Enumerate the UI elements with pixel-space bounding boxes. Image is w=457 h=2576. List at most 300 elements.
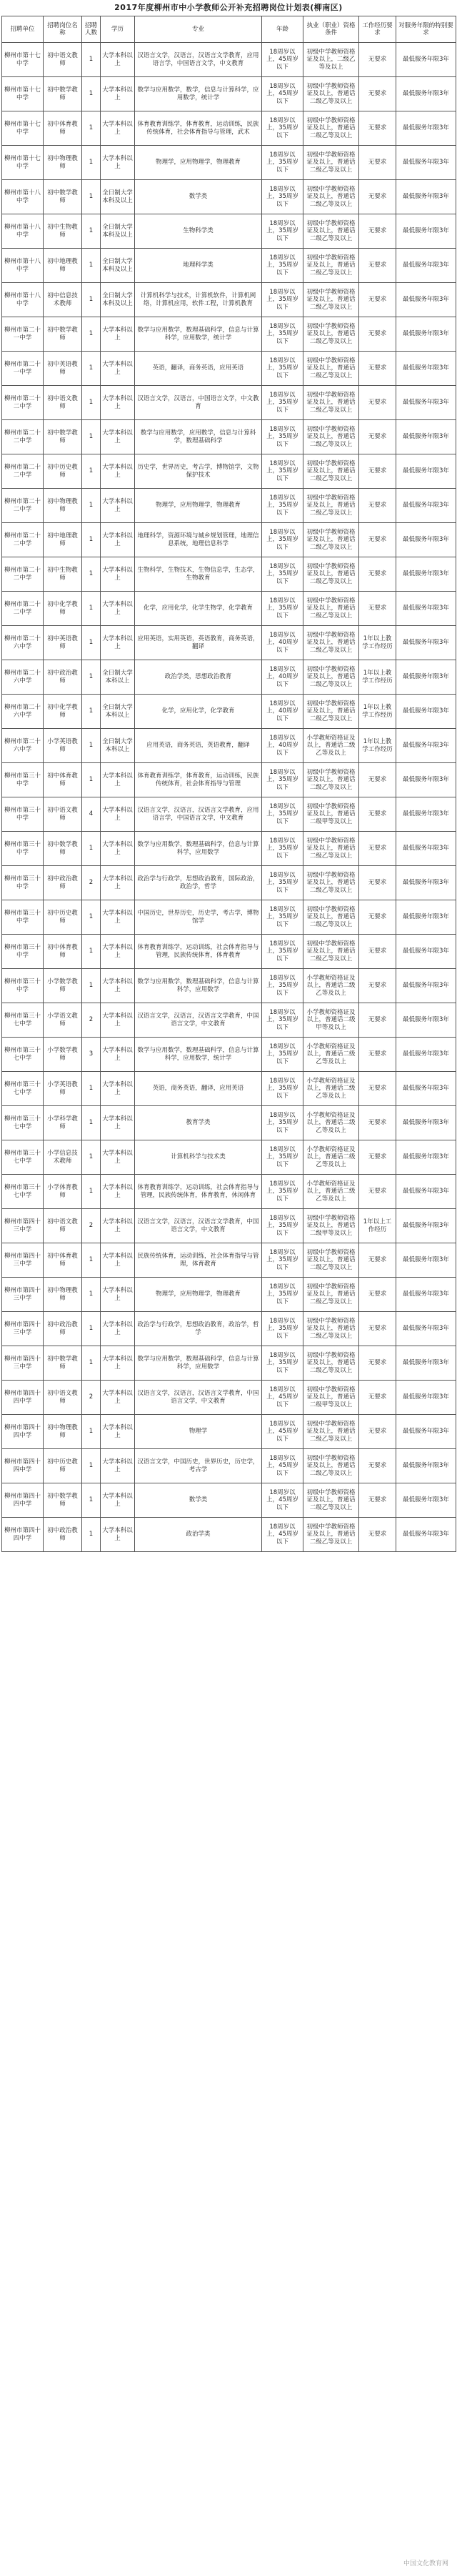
cell-count: 1 [82, 763, 101, 797]
cell-education: 大学本科以上 [101, 420, 135, 454]
cell-age: 18周岁以上，35周岁以下 [262, 317, 303, 352]
cell-service: 最低服务年限3年 [396, 1003, 456, 1038]
cell-service: 最低服务年限3年 [396, 660, 456, 695]
table-row [2, 1209, 456, 1243]
cell-count: 1 [82, 1140, 101, 1175]
cell-age: 18周岁以上，45周岁以下 [262, 1518, 303, 1552]
cell-unit: 柳州市第四十四中学 [2, 1518, 44, 1552]
cell-experience: 无要求 [359, 180, 396, 214]
cell-age: 18周岁以上，35周岁以下 [262, 797, 303, 832]
cell-service: 最低服务年限3年 [396, 1175, 456, 1209]
cell-unit: 柳州市第二十二中学 [2, 489, 44, 523]
cell-position: 初中历史教师 [44, 1449, 82, 1483]
cell-position: 初中体育教师 [44, 1243, 82, 1278]
cell-major: 化学，应用化学，化学教育 [135, 695, 262, 729]
cell-service: 最低服务年限3年 [396, 1449, 456, 1483]
cell-education: 大学本科以上 [101, 900, 135, 935]
table-body [2, 43, 456, 1552]
cell-age: 18周岁以上，40周岁以下 [262, 695, 303, 729]
cell-education: 全日制大学本科及以上 [101, 249, 135, 283]
cell-unit: 柳州市第三十七中学 [2, 1003, 44, 1038]
cell-unit: 柳州市第三十七中学 [2, 1038, 44, 1072]
cell-education: 大学本科以上 [101, 77, 135, 111]
cell-count: 1 [82, 695, 101, 729]
header-education: 学历 [101, 16, 135, 43]
cell-service: 最低服务年限3年 [396, 695, 456, 729]
cell-position: 初中化学教师 [44, 695, 82, 729]
cell-experience: 无要求 [359, 1449, 396, 1483]
cell-major: 地理科学，资源环境与城乡规划管理，地理信息系统，地理信息科学 [135, 523, 262, 557]
cell-service: 最低服务年限3年 [396, 729, 456, 763]
cell-experience: 无要求 [359, 1518, 396, 1552]
table-row [2, 1140, 456, 1175]
cell-position: 初中语文教师 [44, 43, 82, 77]
cell-position: 初中数学教师 [44, 1346, 82, 1381]
cell-service: 最低服务年限3年 [396, 146, 456, 180]
cell-unit: 柳州市第三十中学 [2, 935, 44, 969]
cell-education: 大学本科以上 [101, 969, 135, 1003]
cell-position: 初中数学教师 [44, 832, 82, 866]
cell-service: 最低服务年限3年 [396, 420, 456, 454]
cell-major: 体育教育训练学，体育教育，运动训练，民族传统体育，社会体育指导与管理 [135, 763, 262, 797]
cell-cert: 小学教师资格证及以上，普通话二级乙等及以上 [303, 729, 359, 763]
cell-major: 数学与应用数学，数学，信息与计算科学，应用数学，统计学 [135, 77, 262, 111]
cell-position: 小学科学教师 [44, 1106, 82, 1140]
cell-cert: 初级中学教师资格证及以上，普通话二级乙等及以上 [303, 1278, 359, 1312]
cell-position: 初中物理教师 [44, 1415, 82, 1449]
cell-position: 初中数学教师 [44, 180, 82, 214]
table-row [2, 1106, 456, 1140]
cell-service: 最低服务年限3年 [396, 1483, 456, 1518]
cell-position: 初中政治教师 [44, 866, 82, 900]
cell-major: 物理学 [135, 1415, 262, 1449]
cell-position: 初中体育教师 [44, 763, 82, 797]
table-row [2, 77, 456, 111]
cell-experience: 无要求 [359, 557, 396, 592]
cell-position: 小学英语教师 [44, 1072, 82, 1106]
cell-position: 初中信息技术教师 [44, 283, 82, 317]
cell-major: 计算机科学与技术类 [135, 1140, 262, 1175]
cell-service: 最低服务年限3年 [396, 489, 456, 523]
cell-education: 大学本科以上 [101, 1003, 135, 1038]
cell-unit: 柳州市第十七中学 [2, 77, 44, 111]
cell-count: 1 [82, 352, 101, 386]
cell-age: 18周岁以上，35周岁以下 [262, 523, 303, 557]
cell-cert: 初级中学教师资格证及以上，普通话二级乙等及以上 [303, 900, 359, 935]
cell-unit: 柳州市第三十中学 [2, 763, 44, 797]
cell-experience: 无要求 [359, 146, 396, 180]
cell-unit: 柳州市第三十七中学 [2, 1175, 44, 1209]
cell-service: 最低服务年限3年 [396, 1518, 456, 1552]
cell-count: 1 [82, 1106, 101, 1140]
cell-position: 初中地理教师 [44, 523, 82, 557]
cell-service: 最低服务年限3年 [396, 1106, 456, 1140]
cell-position: 初中体育教师 [44, 935, 82, 969]
cell-major: 体育教育训练学，体育教育，运动训练，民族传统体育，社会体育指导与管理，武术 [135, 111, 262, 146]
cell-position: 初中语文教师 [44, 1209, 82, 1243]
header-major: 专业 [135, 16, 262, 43]
cell-position: 初中语文教师 [44, 386, 82, 420]
cell-age: 18周岁以上，35周岁以下 [262, 214, 303, 249]
cell-experience: 无要求 [359, 386, 396, 420]
cell-count: 1 [82, 523, 101, 557]
cell-count: 1 [82, 454, 101, 489]
cell-experience: 无要求 [359, 1243, 396, 1278]
cell-education: 大学本科以上 [101, 763, 135, 797]
table-row [2, 1518, 456, 1552]
cell-major: 政治学类，思想政治教育 [135, 660, 262, 695]
cell-cert: 初级中学教师资格证及以上，普通话二级乙等及以上 [303, 832, 359, 866]
cell-count: 1 [82, 1449, 101, 1483]
header-position: 招聘岗位名称 [44, 16, 82, 43]
cell-service: 最低服务年限3年 [396, 283, 456, 317]
cell-count: 1 [82, 1346, 101, 1381]
cell-age: 18周岁以上，45周岁以下 [262, 1381, 303, 1415]
cell-major: 数学与应用数学，数理基础科学，信息与计算科学，应用数学 [135, 969, 262, 1003]
cell-education: 全日制大学本科以上 [101, 695, 135, 729]
cell-age: 18周岁以上，45周岁以下 [262, 1449, 303, 1483]
cell-service: 最低服务年限3年 [396, 454, 456, 489]
page-title: 2017年度柳州市中小学教师公开补充招聘岗位计划表(柳南区) [114, 3, 343, 12]
cell-major: 计算机科学与技术，计算机软件，计算机网络，计算机应用，软件工程，计算机教育 [135, 283, 262, 317]
cell-education: 大学本科以上 [101, 626, 135, 660]
cell-major: 英语，商务英语，翻译，应用英语 [135, 1072, 262, 1106]
cell-unit: 柳州市第三十中学 [2, 900, 44, 935]
cell-cert: 初级中学教师资格证及以上，二级乙等及以上 [303, 43, 359, 77]
cell-age: 18周岁以上，35周岁以下 [262, 283, 303, 317]
cell-count: 1 [82, 180, 101, 214]
cell-cert: 初级中学教师资格证及以上，普通话二级乙等及以上 [303, 489, 359, 523]
cell-major: 数学与应用数学，数理基础科学，信息与计算科学，应用数学 [135, 1346, 262, 1381]
cell-education: 大学本科以上 [101, 1415, 135, 1449]
table-row [2, 1483, 456, 1518]
cell-age: 18周岁以上，45周岁以下 [262, 43, 303, 77]
cell-major: 汉语言文学，汉语言，汉语言文学教育，中国语言文学，中文教育 [135, 1381, 262, 1415]
cell-major: 化学，应用化学，化学生物学，化学教育 [135, 592, 262, 626]
cell-unit: 柳州市第四十四中学 [2, 1483, 44, 1518]
cell-experience: 1年以上教学工作经历 [359, 729, 396, 763]
cell-cert: 初级中学教师资格证及以上，普通话二级乙等及以上 [303, 352, 359, 386]
cell-major: 物理学，应用物理学，物理教育 [135, 489, 262, 523]
cell-unit: 柳州市第十八中学 [2, 283, 44, 317]
cell-cert: 初级中学教师资格证及以上，普通话二级乙等及以上 [303, 626, 359, 660]
cell-count: 1 [82, 420, 101, 454]
cell-experience: 无要求 [359, 43, 396, 77]
cell-unit: 柳州市第四十四中学 [2, 1449, 44, 1483]
cell-position: 初中英语教师 [44, 626, 82, 660]
cell-count: 1 [82, 1175, 101, 1209]
cell-unit: 柳州市第二十二中学 [2, 557, 44, 592]
cell-count: 1 [82, 214, 101, 249]
cell-cert: 小学教师资格证及以上，普通话二级乙等及以上 [303, 1038, 359, 1072]
cell-age: 18周岁以上，35周岁以下 [262, 489, 303, 523]
cell-cert: 初级中学教师资格证及以上，普通话二级乙等及以上 [303, 1415, 359, 1449]
watermark: 中国文化教育网 [403, 2560, 448, 2567]
table-row [2, 146, 456, 180]
cell-cert: 初级中学教师资格证及以上，普通话二级乙等及以上 [303, 146, 359, 180]
table-row [2, 832, 456, 866]
cell-service: 最低服务年限3年 [396, 214, 456, 249]
cell-position: 小学体育教师 [44, 1175, 82, 1209]
cell-age: 18周岁以上，35周岁以下 [262, 420, 303, 454]
cell-major: 历史学，世界历史，考古学，博物馆学，文物保护技术 [135, 454, 262, 489]
table-row [2, 1243, 456, 1278]
cell-education: 大学本科以上 [101, 832, 135, 866]
cell-service: 最低服务年限3年 [396, 1415, 456, 1449]
cell-experience: 无要求 [359, 1312, 396, 1346]
cell-service: 最低服务年限3年 [396, 1072, 456, 1106]
cell-unit: 柳州市第三十中学 [2, 969, 44, 1003]
cell-count: 1 [82, 626, 101, 660]
recruitment-table [1, 16, 456, 1552]
cell-unit: 柳州市第四十四中学 [2, 1415, 44, 1449]
cell-experience: 无要求 [359, 1381, 396, 1415]
table-row [2, 695, 456, 729]
cell-cert: 初级中学教师资格证及以上，普通话二级乙等及以上 [303, 214, 359, 249]
cell-major: 民族传统体育，运动训练，社会体育指导与管理，体育教育 [135, 1243, 262, 1278]
cell-major: 教育学类 [135, 1106, 262, 1140]
cell-unit: 柳州市第二十六中学 [2, 626, 44, 660]
cell-cert: 初级中学教师资格证及以上，普通话二级甲等及以上 [303, 1381, 359, 1415]
header-experience: 工作经历要求 [359, 16, 396, 43]
cell-service: 最低服务年限3年 [396, 386, 456, 420]
cell-age: 18周岁以上，35周岁以下 [262, 969, 303, 1003]
cell-age: 18周岁以上，35周岁以下 [262, 386, 303, 420]
cell-age: 18周岁以上，40周岁以下 [262, 660, 303, 695]
cell-age: 18周岁以上，35周岁以下 [262, 1243, 303, 1278]
cell-major: 数学类 [135, 1483, 262, 1518]
cell-age: 18周岁以上，35周岁以下 [262, 1278, 303, 1312]
cell-education: 全日制大学本科以上 [101, 660, 135, 695]
header-service: 对服务年限的特别要求 [396, 16, 456, 43]
cell-service: 最低服务年限3年 [396, 1243, 456, 1278]
cell-cert: 初级中学教师资格证及以上，普通话二级乙等及以上 [303, 1483, 359, 1518]
table-row [2, 626, 456, 660]
cell-unit: 柳州市第三十中学 [2, 797, 44, 832]
cell-major: 汉语言文学，中国历史，世界历史，历史学，考古学 [135, 1449, 262, 1483]
cell-experience: 无要求 [359, 283, 396, 317]
cell-unit: 柳州市第三十七中学 [2, 1140, 44, 1175]
cell-education: 大学本科以上 [101, 1106, 135, 1140]
cell-cert: 初级中学教师资格证及以上，普通话二级乙等及以上 [303, 111, 359, 146]
cell-cert: 初级中学教师资格证及以上，普通话二级乙等及以上 [303, 317, 359, 352]
cell-unit: 柳州市第二十二中学 [2, 523, 44, 557]
cell-experience: 无要求 [359, 1278, 396, 1312]
table-row [2, 523, 456, 557]
cell-education: 大学本科以上 [101, 454, 135, 489]
cell-unit: 柳州市第四十三中学 [2, 1278, 44, 1312]
cell-unit: 柳州市第十八中学 [2, 180, 44, 214]
cell-age: 18周岁以上，35周岁以下 [262, 900, 303, 935]
cell-age: 18周岁以上，35周岁以下 [262, 1209, 303, 1243]
cell-position: 小学数学教师 [44, 1038, 82, 1072]
cell-age: 18周岁以上，45周岁以下 [262, 1415, 303, 1449]
cell-education: 大学本科以上 [101, 1483, 135, 1518]
cell-major: 数学与应用数学，应用数学，信息与计算科学，数理基础科学 [135, 420, 262, 454]
cell-education: 大学本科以上 [101, 352, 135, 386]
cell-service: 最低服务年限3年 [396, 626, 456, 660]
cell-position: 初中数学教师 [44, 77, 82, 111]
cell-service: 最低服务年限3年 [396, 523, 456, 557]
cell-count: 1 [82, 832, 101, 866]
cell-position: 初中体育教师 [44, 111, 82, 146]
table-row [2, 489, 456, 523]
cell-experience: 1年以上工作经历 [359, 1209, 396, 1243]
cell-major: 汉语言文学，汉语言，汉语言文学教育，应用语言学，中国语言文学，中文教育 [135, 797, 262, 832]
table-row [2, 1312, 456, 1346]
cell-age: 18周岁以上，35周岁以下 [262, 832, 303, 866]
cell-service: 最低服务年限3年 [396, 900, 456, 935]
table-row [2, 1038, 456, 1072]
cell-count: 1 [82, 1483, 101, 1518]
cell-unit: 柳州市第三十中学 [2, 832, 44, 866]
cell-unit: 柳州市第二十二中学 [2, 386, 44, 420]
cell-education: 大学本科以上 [101, 557, 135, 592]
cell-experience: 无要求 [359, 1072, 396, 1106]
cell-experience: 无要求 [359, 935, 396, 969]
cell-position: 初中历史教师 [44, 454, 82, 489]
cell-major: 物理学，应用物理学，物理教育 [135, 1278, 262, 1312]
cell-major: 体育教育训练学，运动训练，社会体育指导与管理，民族传统体育，体育教育，休闲体育 [135, 1175, 262, 1209]
cell-education: 大学本科以上 [101, 1381, 135, 1415]
cell-experience: 无要求 [359, 1038, 396, 1072]
cell-education: 大学本科以上 [101, 317, 135, 352]
cell-unit: 柳州市第二十二中学 [2, 592, 44, 626]
cell-age: 18周岁以上，35周岁以下 [262, 1346, 303, 1381]
cell-unit: 柳州市第四十三中学 [2, 1209, 44, 1243]
cell-experience: 无要求 [359, 592, 396, 626]
cell-unit: 柳州市第三十中学 [2, 866, 44, 900]
cell-major: 体育教育训练学，运动训练，社会体育指导与管理，民族传统体育，体育教育 [135, 935, 262, 969]
cell-service: 最低服务年限3年 [396, 592, 456, 626]
table-row [2, 660, 456, 695]
cell-unit: 柳州市第二十一中学 [2, 352, 44, 386]
cell-experience: 无要求 [359, 489, 396, 523]
cell-education: 全日制大学本科及以上 [101, 214, 135, 249]
cell-service: 最低服务年限3年 [396, 1381, 456, 1415]
table-row [2, 1175, 456, 1209]
cell-age: 18周岁以上，35周岁以下 [262, 352, 303, 386]
table-row [2, 1346, 456, 1381]
cell-count: 1 [82, 1415, 101, 1449]
cell-age: 18周岁以上，35周岁以下 [262, 180, 303, 214]
header-cert: 执业（职业）资格条件 [303, 16, 359, 43]
cell-count: 1 [82, 1243, 101, 1278]
cell-unit: 柳州市第十八中学 [2, 249, 44, 283]
cell-cert: 初级中学教师资格证及以上，普通话二级甲等及以上 [303, 797, 359, 832]
cell-cert: 初级中学教师资格证及以上，普通话二级乙等及以上 [303, 523, 359, 557]
cell-experience: 1年以上教学工作经历 [359, 626, 396, 660]
cell-cert: 小学教师资格证及以上，普通话二级乙等及以上 [303, 1106, 359, 1140]
cell-age: 18周岁以上，35周岁以下 [262, 1038, 303, 1072]
cell-position: 初中物理教师 [44, 1278, 82, 1312]
cell-unit: 柳州市第四十三中学 [2, 1243, 44, 1278]
cell-service: 最低服务年限3年 [396, 111, 456, 146]
cell-age: 18周岁以上，45周岁以下 [262, 77, 303, 111]
cell-age: 18周岁以上，35周岁以下 [262, 763, 303, 797]
cell-education: 大学本科以上 [101, 866, 135, 900]
cell-position: 初中英语教师 [44, 352, 82, 386]
cell-service: 最低服务年限3年 [396, 317, 456, 352]
table-row [2, 1449, 456, 1483]
cell-unit: 柳州市第二十六中学 [2, 660, 44, 695]
cell-experience: 无要求 [359, 832, 396, 866]
cell-count: 2 [82, 1003, 101, 1038]
table-row [2, 866, 456, 900]
cell-major: 汉语言文学，汉语言，中国语言文学，中文教育 [135, 386, 262, 420]
cell-position: 初中数学教师 [44, 1483, 82, 1518]
header-age: 年龄 [262, 16, 303, 43]
cell-age: 18周岁以上，35周岁以下 [262, 1003, 303, 1038]
cell-experience: 无要求 [359, 797, 396, 832]
cell-position: 小学数学教师 [44, 969, 82, 1003]
cell-education: 全日制大学本科及以上 [101, 283, 135, 317]
cell-experience: 无要求 [359, 317, 396, 352]
cell-major: 数学与应用数学，数理基础科学，信息与计算科学，应用数学，统计学 [135, 1038, 262, 1072]
cell-experience: 1年以上教学工作经历 [359, 660, 396, 695]
cell-major: 物理学，应用物理学，物理教育 [135, 146, 262, 180]
cell-count: 2 [82, 1381, 101, 1415]
cell-education: 大学本科以上 [101, 1346, 135, 1381]
cell-major: 政治学类 [135, 1518, 262, 1552]
cell-position: 小学信息技术教师 [44, 1140, 82, 1175]
table-row [2, 283, 456, 317]
table-row [2, 763, 456, 797]
cell-count: 2 [82, 1209, 101, 1243]
cell-education: 大学本科以上 [101, 1449, 135, 1483]
cell-experience: 无要求 [359, 352, 396, 386]
cell-count: 1 [82, 900, 101, 935]
cell-service: 最低服务年限3年 [396, 77, 456, 111]
table-header-row [2, 16, 456, 43]
cell-experience: 无要求 [359, 1003, 396, 1038]
cell-cert: 初级中学教师资格证及以上，普通话二级甲等及以上 [303, 1209, 359, 1243]
cell-cert: 初级中学教师资格证及以上，普通话二级乙等及以上 [303, 454, 359, 489]
cell-age: 18周岁以上，40周岁以下 [262, 626, 303, 660]
cell-age: 18周岁以上，35周岁以下 [262, 557, 303, 592]
cell-age: 18周岁以上，45周岁以下 [262, 1483, 303, 1518]
cell-position: 初中地理教师 [44, 249, 82, 283]
cell-count: 1 [82, 1518, 101, 1552]
cell-cert: 初级中学教师资格证及以上，普通话二级乙等及以上 [303, 763, 359, 797]
table-row [2, 1003, 456, 1038]
cell-age: 18周岁以上，35周岁以下 [262, 1106, 303, 1140]
cell-service: 最低服务年限3年 [396, 1312, 456, 1346]
cell-unit: 柳州市第十七中学 [2, 111, 44, 146]
cell-unit: 柳州市第二十一中学 [2, 317, 44, 352]
cell-service: 最低服务年限3年 [396, 249, 456, 283]
cell-position: 初中政治教师 [44, 1518, 82, 1552]
cell-age: 18周岁以上，35周岁以下 [262, 1140, 303, 1175]
table-row [2, 386, 456, 420]
cell-major: 地理科学类 [135, 249, 262, 283]
cell-position: 初中生物教师 [44, 557, 82, 592]
table-row [2, 557, 456, 592]
cell-count: 1 [82, 489, 101, 523]
cell-cert: 初级中学教师资格证及以上，普通话二级乙等及以上 [303, 866, 359, 900]
cell-count: 1 [82, 660, 101, 695]
table-row [2, 1072, 456, 1106]
cell-age: 18周岁以上，35周岁以下 [262, 1175, 303, 1209]
cell-major: 数学类 [135, 180, 262, 214]
cell-position: 初中历史教师 [44, 900, 82, 935]
cell-experience: 无要求 [359, 454, 396, 489]
cell-age: 18周岁以上，35周岁以下 [262, 146, 303, 180]
cell-cert: 小学教师资格证及以上，普通话二级甲等及以上 [303, 1003, 359, 1038]
cell-position: 小学英语教师 [44, 729, 82, 763]
cell-cert: 小学教师资格证及以上，普通话二级乙等及以上 [303, 1072, 359, 1106]
cell-education: 大学本科以上 [101, 146, 135, 180]
